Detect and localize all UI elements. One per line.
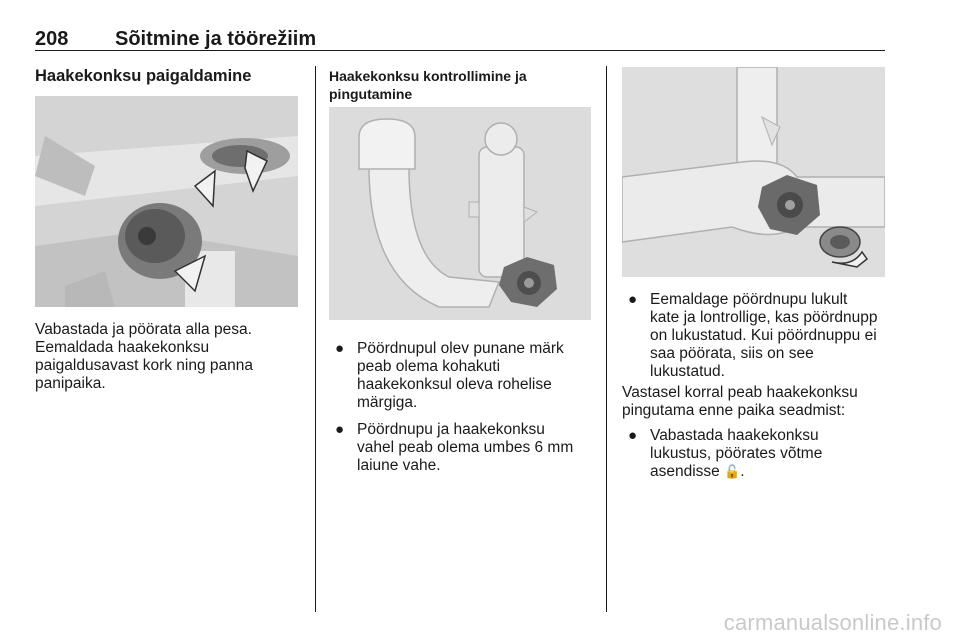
figure-lock-knob: [622, 67, 885, 277]
check-bullet-list: [329, 340, 597, 484]
list-item: [622, 291, 897, 381]
text-line: lukustatud.: [650, 363, 725, 380]
text-fragment: .: [740, 463, 745, 480]
section-heading-installation: Haakekonksu paigaldamine: [35, 67, 252, 85]
text-line: laiune vahe.: [357, 457, 441, 474]
text-line: paigaldusavast kork ning panna: [35, 357, 254, 374]
text-line: Pöördnupul olev punane märk: [357, 340, 564, 357]
watermark: carmanualsonline.info: [723, 610, 942, 635]
figure-socket-cover: [35, 96, 298, 307]
heading-line: Haakekonksu kontrollimine ja: [329, 68, 527, 84]
header-rule: [35, 50, 885, 51]
text-line: Vabastada ja pöörata alla pesa.: [35, 321, 252, 338]
text-line: haakekonksul oleva rohelise: [357, 376, 552, 393]
text-line: märgiga.: [357, 394, 418, 411]
text-line: [650, 463, 885, 481]
text-line: peab olema kohakuti: [357, 358, 501, 375]
list-item: [622, 427, 885, 481]
text-line: Pöördnupu ja haakekonksu: [357, 421, 545, 438]
list-item: [329, 421, 597, 475]
page-header: [35, 28, 885, 52]
heading-line: pingutamine: [329, 86, 413, 102]
column-divider-2: [606, 66, 607, 612]
unlock-position-icon: 🔓: [724, 464, 741, 479]
figure-tow-hook: [329, 107, 591, 320]
bullet-icon: ●: [335, 340, 345, 357]
text-line: saa pöörata, siis on see: [650, 345, 814, 362]
bullet-icon: ●: [628, 427, 638, 444]
installation-instructions: [35, 321, 300, 393]
text-line: kate ja lontrollige, kas pöördnupp: [650, 309, 878, 326]
text-line: lukustus, pöörates võtme: [650, 445, 823, 462]
text-line: vahel peab olema umbes 6 mm: [357, 439, 574, 456]
tightening-intro: [622, 384, 885, 420]
lock-bullet-list: [622, 291, 897, 390]
text-line: panipaika.: [35, 375, 106, 392]
bullet-icon: ●: [628, 291, 638, 308]
bullet-icon: ●: [335, 421, 345, 438]
tightening-bullet-list: [622, 427, 885, 490]
list-item: [329, 340, 597, 412]
text-fragment: asendisse: [650, 463, 725, 480]
section-heading-check: [329, 67, 599, 103]
text-line: Eemaldage pöördnupu lukult: [650, 291, 848, 308]
chapter-title: Sõitmine ja töörežiim: [115, 28, 317, 50]
column-divider-1: [315, 66, 316, 612]
text-line: Vastasel korral peab haakekonksu: [622, 384, 858, 401]
text-line: Vabastada haakekonksu: [650, 427, 819, 444]
page-number: 208: [35, 28, 69, 50]
text-line: pingutama enne paika seadmist:: [622, 402, 846, 419]
text-line: on lukustatud. Kui pöördnuppu ei: [650, 327, 877, 344]
text-line: Eemaldada haakekonksu: [35, 339, 210, 356]
